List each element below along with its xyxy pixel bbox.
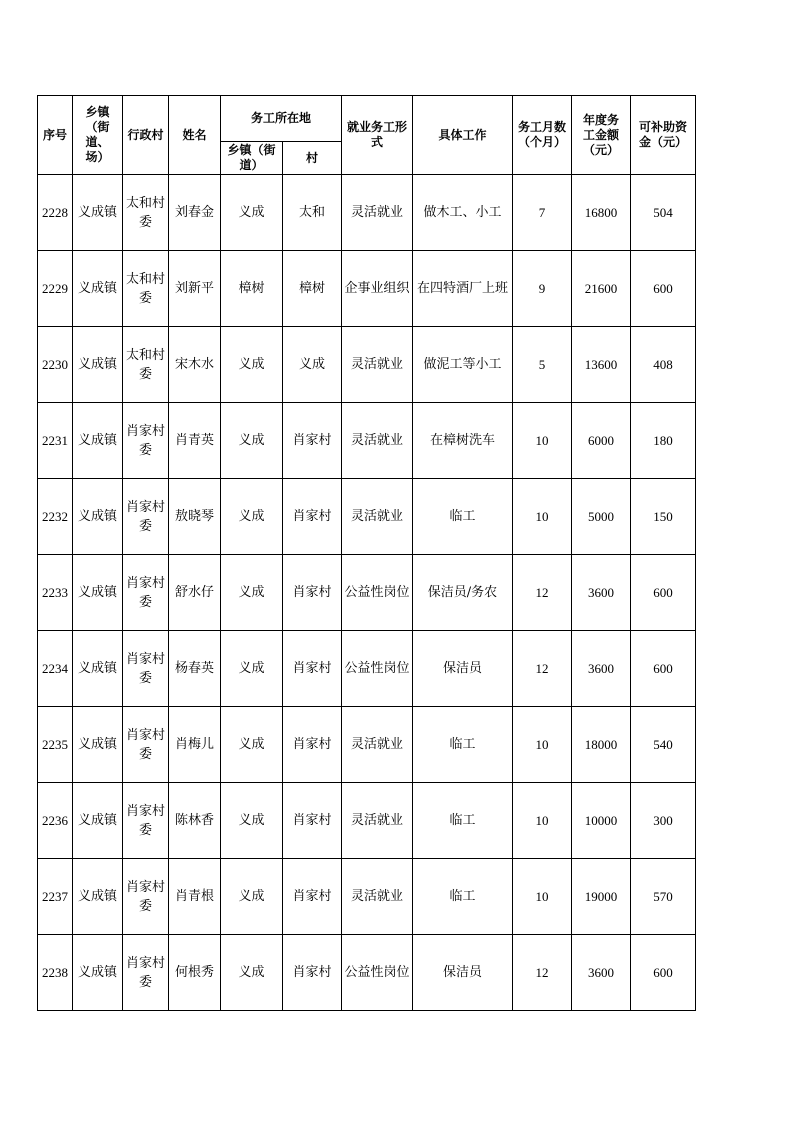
cell-employment-form: 灵活就业 <box>342 175 413 251</box>
cell-months: 10 <box>513 859 572 935</box>
cell-seq: 2230 <box>38 327 73 403</box>
cell-workplace-town: 义成 <box>221 479 283 555</box>
cell-subsidy: 600 <box>631 251 696 327</box>
cell-job: 临工 <box>413 859 513 935</box>
cell-months: 10 <box>513 783 572 859</box>
cell-name: 陈林香 <box>169 783 221 859</box>
cell-town: 义成镇 <box>73 859 123 935</box>
cell-name: 肖梅儿 <box>169 707 221 783</box>
cell-subsidy: 600 <box>631 631 696 707</box>
cell-town: 义成镇 <box>73 327 123 403</box>
cell-subsidy: 180 <box>631 403 696 479</box>
cell-employment-form: 公益性岗位 <box>342 555 413 631</box>
cell-town: 义成镇 <box>73 175 123 251</box>
table-body <box>38 175 696 1011</box>
cell-seq: 2237 <box>38 859 73 935</box>
header-town: 乡镇（街道、场） <box>73 96 123 175</box>
cell-annual-income: 16800 <box>572 175 631 251</box>
cell-seq: 2229 <box>38 251 73 327</box>
cell-annual-income: 19000 <box>572 859 631 935</box>
cell-job: 在樟树洗车 <box>413 403 513 479</box>
cell-employment-form: 灵活就业 <box>342 859 413 935</box>
table-row <box>38 707 696 783</box>
header-seq: 序号 <box>38 96 73 175</box>
table-row <box>38 403 696 479</box>
cell-workplace-village: 肖家村 <box>283 555 342 631</box>
cell-town: 义成镇 <box>73 251 123 327</box>
cell-months: 12 <box>513 935 572 1011</box>
cell-workplace-town: 义成 <box>221 327 283 403</box>
cell-name: 舒水仔 <box>169 555 221 631</box>
cell-job: 做泥工等小工 <box>413 327 513 403</box>
table-row <box>38 479 696 555</box>
cell-employment-form: 灵活就业 <box>342 707 413 783</box>
cell-town: 义成镇 <box>73 783 123 859</box>
header-workplace-town: 乡镇（街道） <box>221 142 283 175</box>
cell-subsidy: 504 <box>631 175 696 251</box>
cell-workplace-village: 肖家村 <box>283 707 342 783</box>
cell-name: 敖晓琴 <box>169 479 221 555</box>
header-workplace-village: 村 <box>283 142 342 175</box>
cell-town: 义成镇 <box>73 403 123 479</box>
cell-annual-income: 10000 <box>572 783 631 859</box>
cell-workplace-village: 肖家村 <box>283 859 342 935</box>
cell-annual-income: 21600 <box>572 251 631 327</box>
cell-workplace-village: 肖家村 <box>283 631 342 707</box>
cell-name: 刘新平 <box>169 251 221 327</box>
cell-name: 肖青英 <box>169 403 221 479</box>
cell-subsidy: 300 <box>631 783 696 859</box>
table-row <box>38 935 696 1011</box>
cell-seq: 2238 <box>38 935 73 1011</box>
cell-job: 临工 <box>413 479 513 555</box>
cell-annual-income: 3600 <box>572 631 631 707</box>
cell-job: 在四特酒厂上班 <box>413 251 513 327</box>
cell-months: 10 <box>513 707 572 783</box>
cell-village: 太和村委 <box>123 175 169 251</box>
cell-workplace-town: 义成 <box>221 555 283 631</box>
table-row <box>38 327 696 403</box>
cell-workplace-town: 义成 <box>221 175 283 251</box>
cell-job: 保洁员 <box>413 935 513 1011</box>
header-months: 务工月数（个月） <box>513 96 572 175</box>
cell-village: 肖家村委 <box>123 479 169 555</box>
cell-village: 肖家村委 <box>123 935 169 1011</box>
cell-workplace-town: 樟树 <box>221 251 283 327</box>
cell-name: 刘春金 <box>169 175 221 251</box>
table-row <box>38 175 696 251</box>
cell-months: 10 <box>513 479 572 555</box>
table-row <box>38 859 696 935</box>
cell-workplace-village: 肖家村 <box>283 403 342 479</box>
cell-seq: 2231 <box>38 403 73 479</box>
cell-town: 义成镇 <box>73 935 123 1011</box>
header-job: 具体工作 <box>413 96 513 175</box>
cell-months: 9 <box>513 251 572 327</box>
cell-subsidy: 150 <box>631 479 696 555</box>
cell-town: 义成镇 <box>73 555 123 631</box>
cell-employment-form: 灵活就业 <box>342 479 413 555</box>
cell-seq: 2232 <box>38 479 73 555</box>
cell-name: 杨春英 <box>169 631 221 707</box>
cell-workplace-town: 义成 <box>221 631 283 707</box>
cell-employment-form: 公益性岗位 <box>342 935 413 1011</box>
cell-village: 肖家村委 <box>123 783 169 859</box>
cell-workplace-town: 义成 <box>221 859 283 935</box>
table-row <box>38 555 696 631</box>
cell-employment-form: 灵活就业 <box>342 403 413 479</box>
cell-town: 义成镇 <box>73 631 123 707</box>
cell-workplace-village: 肖家村 <box>283 479 342 555</box>
cell-job: 保洁员/务农 <box>413 555 513 631</box>
cell-seq: 2233 <box>38 555 73 631</box>
cell-job: 保洁员 <box>413 631 513 707</box>
cell-job: 临工 <box>413 707 513 783</box>
cell-job: 做木工、小工 <box>413 175 513 251</box>
cell-workplace-village: 肖家村 <box>283 783 342 859</box>
cell-workplace-town: 义成 <box>221 783 283 859</box>
table-row <box>38 251 696 327</box>
cell-town: 义成镇 <box>73 707 123 783</box>
cell-employment-form: 灵活就业 <box>342 783 413 859</box>
cell-employment-form: 灵活就业 <box>342 327 413 403</box>
cell-name: 宋木水 <box>169 327 221 403</box>
cell-workplace-town: 义成 <box>221 403 283 479</box>
cell-subsidy: 600 <box>631 935 696 1011</box>
cell-annual-income: 3600 <box>572 555 631 631</box>
cell-months: 12 <box>513 555 572 631</box>
cell-name: 何根秀 <box>169 935 221 1011</box>
cell-subsidy: 570 <box>631 859 696 935</box>
cell-subsidy: 408 <box>631 327 696 403</box>
cell-village: 肖家村委 <box>123 707 169 783</box>
cell-workplace-village: 樟树 <box>283 251 342 327</box>
cell-months: 10 <box>513 403 572 479</box>
cell-village: 肖家村委 <box>123 859 169 935</box>
cell-seq: 2236 <box>38 783 73 859</box>
cell-name: 肖青根 <box>169 859 221 935</box>
cell-annual-income: 6000 <box>572 403 631 479</box>
cell-seq: 2228 <box>38 175 73 251</box>
cell-village: 太和村委 <box>123 327 169 403</box>
cell-village: 肖家村委 <box>123 555 169 631</box>
header-name: 姓名 <box>169 96 221 175</box>
cell-workplace-village: 肖家村 <box>283 935 342 1011</box>
cell-workplace-village: 义成 <box>283 327 342 403</box>
cell-workplace-village: 太和 <box>283 175 342 251</box>
header-subsidy: 可补助资金（元） <box>631 96 696 175</box>
cell-village: 肖家村委 <box>123 403 169 479</box>
cell-employment-form: 企事业组织 <box>342 251 413 327</box>
header-village: 行政村 <box>123 96 169 175</box>
header-annual-income: 年度务工金额（元） <box>572 96 631 175</box>
cell-seq: 2234 <box>38 631 73 707</box>
cell-months: 5 <box>513 327 572 403</box>
table-row <box>38 631 696 707</box>
header-workplace: 务工所在地 <box>221 96 342 142</box>
cell-months: 12 <box>513 631 572 707</box>
cell-annual-income: 13600 <box>572 327 631 403</box>
cell-workplace-town: 义成 <box>221 935 283 1011</box>
cell-subsidy: 540 <box>631 707 696 783</box>
table-row <box>38 783 696 859</box>
cell-job: 临工 <box>413 783 513 859</box>
cell-subsidy: 600 <box>631 555 696 631</box>
cell-employment-form: 公益性岗位 <box>342 631 413 707</box>
cell-workplace-town: 义成 <box>221 707 283 783</box>
header-employment-form: 就业务工形式 <box>342 96 413 175</box>
employment-subsidy-table <box>37 95 696 1011</box>
cell-seq: 2235 <box>38 707 73 783</box>
cell-village: 太和村委 <box>123 251 169 327</box>
cell-annual-income: 18000 <box>572 707 631 783</box>
cell-annual-income: 3600 <box>572 935 631 1011</box>
cell-village: 肖家村委 <box>123 631 169 707</box>
cell-annual-income: 5000 <box>572 479 631 555</box>
cell-town: 义成镇 <box>73 479 123 555</box>
cell-months: 7 <box>513 175 572 251</box>
